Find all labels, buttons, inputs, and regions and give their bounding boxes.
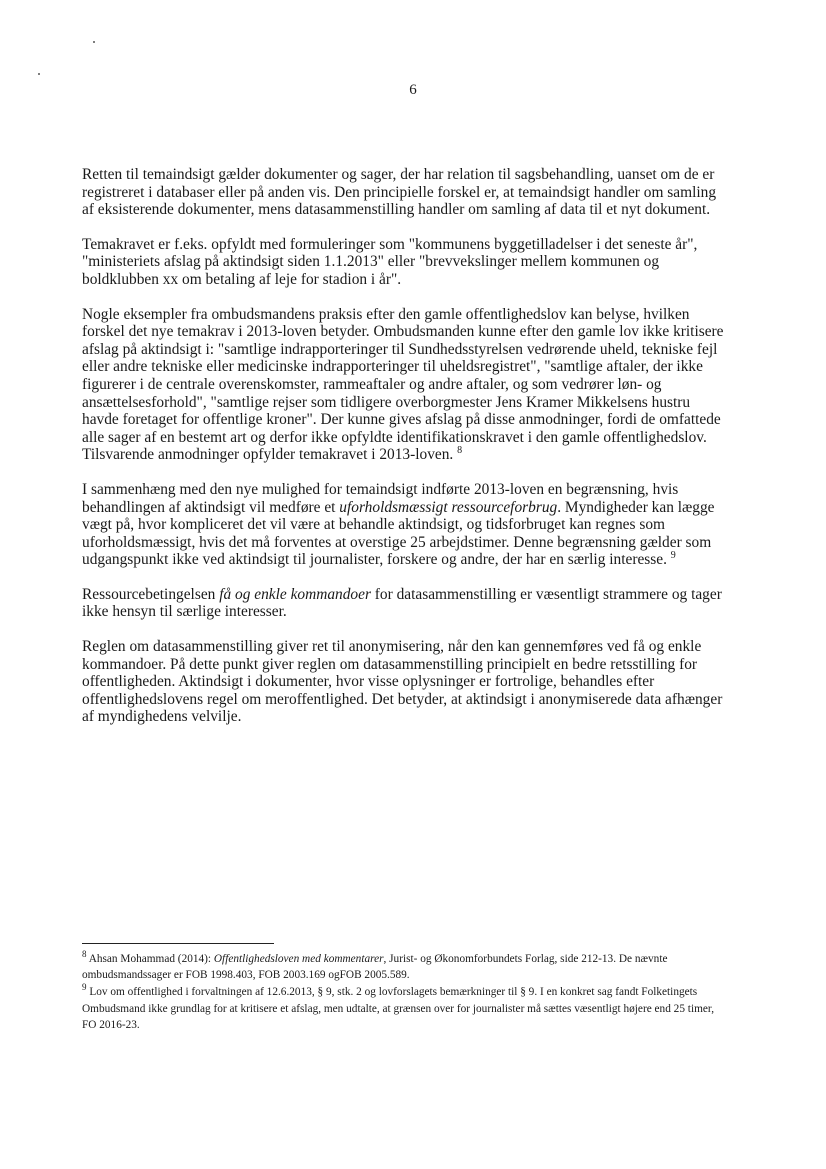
footnote-reference: 9	[670, 550, 676, 562]
paragraph: Temakravet er f.eks. opfyldt med formuleringer som "kommunens byggetilladelser i det seneste år", "ministeriets afslag på aktindsigt siden 1.1.2013" eller "brevvekslinger mellem kommunen og boldklubben xx om betaling af leje for stadion i år".	[82, 235, 698, 288]
footnote: $^8$ Ahsan Mohammad (2014): Offentlighedsloven med kommentarer, Jurist- og Økonomforbundets Forlag, side 212-13. De nævnte ombudsmandssager er FOB 1998.403, FOB 2003.169 ogFOB 2005.589.	[82, 949, 668, 982]
paragraph: I sammenhæng med den nye mulighed for temaindsigt indførte 2013-loven en begrænsning, hvis behandlingen af aktindsigt vil medføre et uforholdsmæssigt ressourceforbrug. Myndigheder kan lægge vægt på, hvor kompliceret det vil være at behandle aktindsigt, og tidsforbruget kan regnes som uforholdsmæssigt, hvis det må forventes at overstige 25 arbejdstimer. Denne begrænsning gælder som udgangspunkt ikke ved aktindsigt til journalister, forskere og andre, der har en særlig interesse. $^9$	[82, 480, 715, 569]
footnote-separator	[82, 943, 274, 944]
body-text	[82, 166, 730, 743]
scan-speck	[38, 73, 40, 75]
paragraph: Retten til temaindsigt gælder dokumenter og sager, der har relation til sagsbehandling, uanset om de er registreret i databaser eller på anden vis. Den principielle forskel er, at temaindsigt handler om samling af eksisterende dokumenter, mens datasammenstilling handler om samling af data til et nyt dokument.	[82, 166, 717, 219]
footnote-reference: 8	[457, 445, 463, 457]
footnote-mark: 9	[82, 982, 87, 993]
paragraph: Nogle eksempler fra ombudsmandens praksis efter den gamle offentlighedslov kan belyse, hvilken forskel det nye temakrav i 2013-loven betyder. Ombudsmanden kunne efter den gamle lov ikke kritisere afslag på aktindsigt i: "samtlige indrapporteringer til Sundhedsstyrelsen vedrørende uheld, tekniske fejl eller andre tekniske eller medicinske indrapporteringer til uheldsregistret", "samtlige aftaler, der ikke figurerer i de centrale overenskomster, rammeaftaler og andre aftaler, og som vedrører løn- og ansættelsesforhold", "samtlige rejser som tidligere overborgmester Jens Kramer Mikkelsens hustru havde foretaget for offentlige kroner". Der kunne gives afslag på disse anmodninger, fordi de omfattede alle sager af en bestemt art og derfor ikke opfyldte identifikationskravet i den gamle offentlighedslov. Tilsvarende anmodninger opfylder temakravet i 2013-loven. $^8$	[82, 305, 724, 464]
paragraph: Reglen om datasammenstilling giver ret til anonymisering, når den kan gennemføres ved få og enkle kommandoer. På dette punkt giver reglen om datasammenstilling principielt en bedre retsstilling for offentligheden. Aktindsigt i dokumenter, hvor visse oplysninger er fortrolige, behandles efter offentlighedslovens regel om meroffentlighed. Det betyder, at aktindsigt i anonymiserede data afhænger af myndighedens velvilje.	[82, 638, 723, 726]
page-number: 6	[409, 82, 417, 98]
paragraph: Ressourcebetingelsen få og enkle kommandoer for datasammenstilling er væsentligt strammere og tager ikke hensyn til særlige interesser.	[82, 585, 722, 621]
footnote: $^9$ Lov om offentlighed i forvaltningen af 12.6.2013, § 9, stk. 2 og lovforslagets bemærkninger til § 9. I en konkret sag fandt Folketingets Ombudsmand ikke grundlag for at kritisere et afslag, men udtalte, at grænsen over for journalister må sættes væsentligt højere end 25 timer, FO 2016-23.	[82, 982, 715, 1031]
emphasis: få og enkle kommandoer	[219, 585, 371, 603]
emphasis: Offentlighedsloven med kommentarer	[213, 953, 384, 965]
footnote-mark: 8	[82, 949, 87, 960]
footnotes	[82, 951, 730, 1034]
emphasis: uforholdsmæssigt ressourceforbrug	[339, 498, 558, 516]
scan-speck	[93, 41, 95, 43]
